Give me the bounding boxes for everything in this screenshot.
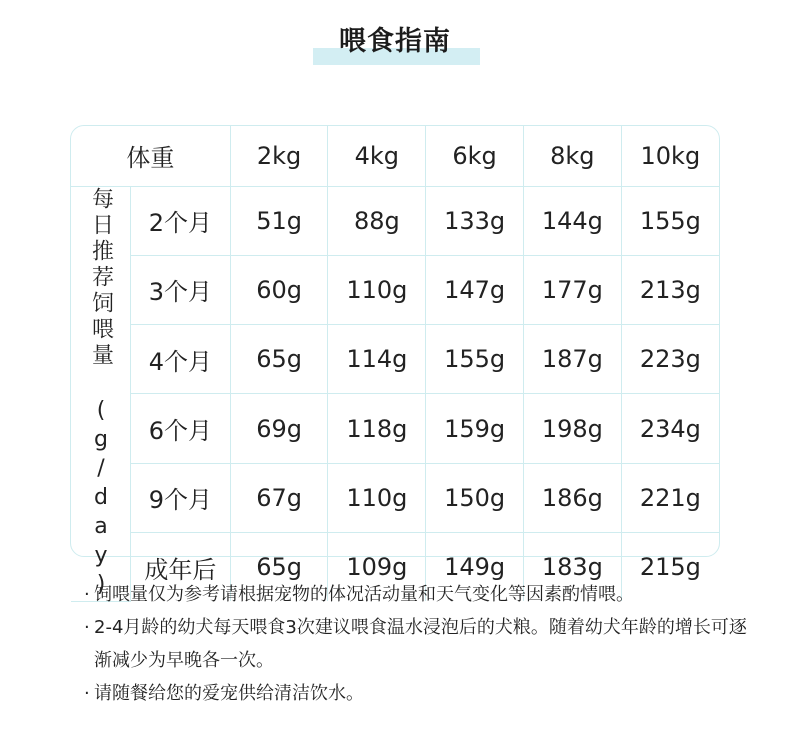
amount-cell: 67g	[230, 463, 328, 532]
note-text: 2-4月龄的幼犬每天喂食3次建议喂食温水浸泡后的犬粮。随着幼犬年龄的增长可逐渐减少为早晚各一次。	[94, 617, 747, 671]
title-area	[0, 22, 790, 70]
amount-cell: 187g	[523, 325, 621, 394]
amount-cell: 159g	[426, 394, 524, 463]
weight-header-cell: 6kg	[426, 126, 524, 186]
amount-cell: 65g	[230, 325, 328, 394]
amount-cell: 60g	[230, 255, 328, 324]
weight-header-cell: 8kg	[523, 126, 621, 186]
amount-cell: 198g	[523, 394, 621, 463]
amount-cell: 177g	[523, 255, 621, 324]
amount-cell: 213g	[621, 255, 719, 324]
amount-cell: 150g	[426, 463, 524, 532]
note-item	[84, 677, 764, 710]
age-cell: 3个月	[130, 255, 230, 324]
amount-cell: 155g	[621, 186, 719, 255]
table-row	[71, 255, 719, 324]
amount-cell: 183g	[523, 533, 621, 601]
amount-cell: 109g	[328, 533, 426, 601]
amount-cell: 144g	[523, 186, 621, 255]
table-row	[71, 325, 719, 394]
bullet-dot: ·	[84, 683, 90, 704]
feeding-table-grid	[71, 126, 719, 602]
note-item	[84, 611, 764, 677]
weight-header-cell: 10kg	[621, 126, 719, 186]
amount-cell: 51g	[230, 186, 328, 255]
amount-cell: 234g	[621, 394, 719, 463]
amount-cell: 215g	[621, 533, 719, 601]
amount-cell: 149g	[426, 533, 524, 601]
table-row	[71, 463, 719, 532]
weight-header-cell: 2kg	[230, 126, 328, 186]
amount-cell: 155g	[426, 325, 524, 394]
age-cell: 2个月	[130, 186, 230, 255]
table-row	[71, 186, 719, 255]
amount-cell: 221g	[621, 463, 719, 532]
age-cell: 6个月	[130, 394, 230, 463]
bullet-dot: ·	[84, 617, 90, 638]
amount-cell: 186g	[523, 463, 621, 532]
amount-cell: 88g	[328, 186, 426, 255]
age-cell: 成年后	[130, 533, 230, 601]
page-title: 喂食指南	[339, 26, 451, 57]
amount-cell: 223g	[621, 325, 719, 394]
amount-cell: 114g	[328, 325, 426, 394]
table-row	[71, 394, 719, 463]
daily-amount-side-label	[71, 186, 130, 601]
amount-cell: 110g	[328, 463, 426, 532]
amount-cell: 65g	[230, 533, 328, 601]
note-item	[84, 578, 764, 611]
note-text: 饲喂量仅为参考请根据宠物的体况活动量和天气变化等因素酌情喂。	[94, 584, 634, 605]
age-cell: 9个月	[130, 463, 230, 532]
bullet-dot: ·	[84, 584, 90, 605]
notes-list	[84, 578, 764, 710]
table-header-row	[71, 126, 719, 186]
note-text: 请随餐给您的爱宠供给清洁饮水。	[94, 683, 364, 704]
daily-amount-side-label-text: 每日推荐饲喂量 (g/day)	[88, 186, 114, 601]
age-cell: 4个月	[130, 325, 230, 394]
amount-cell: 118g	[328, 394, 426, 463]
weight-header-cell: 4kg	[328, 126, 426, 186]
amount-cell: 133g	[426, 186, 524, 255]
amount-cell: 147g	[426, 255, 524, 324]
weight-header-label: 体重	[71, 126, 230, 186]
amount-cell: 69g	[230, 394, 328, 463]
amount-cell: 110g	[328, 255, 426, 324]
